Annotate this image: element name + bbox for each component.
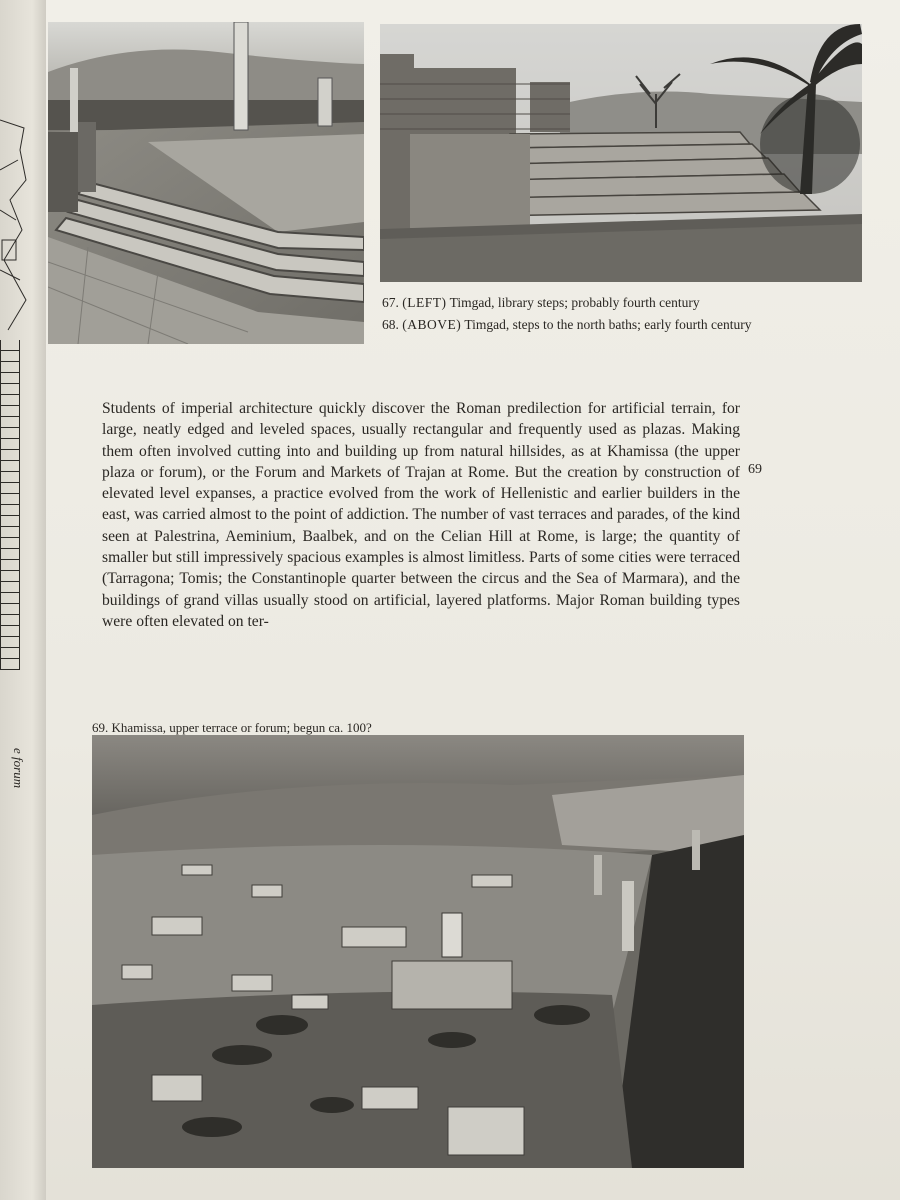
margin-text: e forum: [11, 748, 26, 789]
figure-67-position: (LEFT): [402, 295, 447, 310]
figure-67-number: 67.: [382, 295, 399, 310]
plan-drawing-column: [0, 340, 20, 670]
figure-67-text: Timgad, library steps; probably fourth century: [449, 295, 700, 310]
plan-drawing: [0, 110, 30, 340]
figure-67-caption: [382, 292, 700, 314]
figure-68-text: Timgad, steps to the north baths; early fourth century: [464, 317, 752, 332]
figure-68-position: (ABOVE): [402, 317, 462, 332]
book-page: [46, 0, 900, 1200]
photo-timgad-library-steps: [48, 22, 364, 344]
figure-69-caption: 69. Khamissa, upper terrace or forum; begun ca. 100?: [92, 720, 372, 735]
figure-68-number: 68.: [382, 317, 399, 332]
photo-khamissa-upper-terrace: [92, 735, 744, 1168]
photo-timgad-north-baths-steps: [380, 24, 862, 282]
previous-page-edge: [0, 0, 47, 1200]
body-paragraph: [102, 398, 740, 632]
figure-68-caption: [382, 314, 751, 336]
margin-figure-reference: 69: [748, 462, 762, 477]
body-paragraph-text: Students of imperial architecture quickly discover the Roman predilection for artificial terrain, for large, neatly edged and leveled spaces, usually rectangular and frequently used as plazas. Making them often involved cutting into and building up from natural hillsides, as at Khamissa (the upper plaza or forum), or the Forum and Markets of Trajan at Rome. But the creation by construction of elevated level expanses, a practice evolved from the work of Hellenistic and earlier builders in the east, was carried almost to the point of addiction. The number of vast terraces and parades, of the kind seen at Palestrina, Aeminium, Baalbek, and on the Celian Hill at Rome, is large; the quantity of smaller but still impressively spacious examples is almost limitless. Parts of some cities were terraced (Tarragona; Tomis; the Constantinople quarter between the circus and the Sea of Marmara), and the buildings of grand villas usually stood on artificial, layered platforms. Major Roman building types were often elevated on ter-: [102, 400, 740, 630]
